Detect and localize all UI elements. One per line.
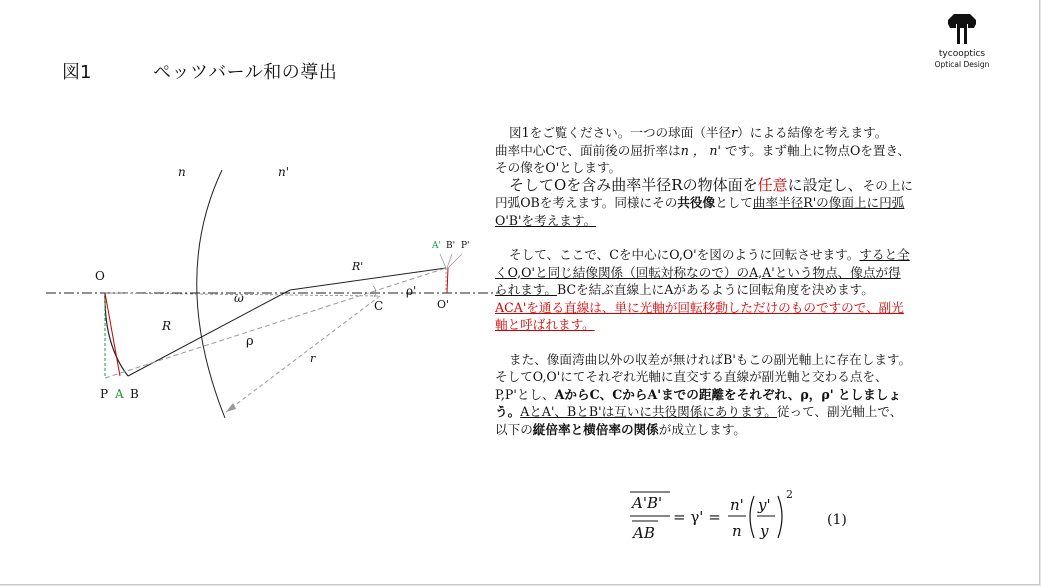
text-line: O'B'を考えます。	[495, 212, 597, 228]
radius-arrow-icon	[226, 403, 236, 412]
text-line: そしてO,O'にてそれぞれ光軸に直交する直線が副光軸と交わる点を、	[495, 369, 888, 384]
formula-lhs-den: AB	[633, 524, 655, 542]
text-line: 軸と呼ばれます。	[495, 317, 595, 332]
tycooptics-logo-icon	[946, 12, 978, 46]
label-o-prime: O'	[437, 298, 450, 311]
text-line: そして、ここで、Cを中心にO,O'を図のように回転させます。すると全	[509, 247, 910, 262]
line-r-prime	[290, 268, 446, 290]
text-line: P,P'とし、AからC、CからA'までの距離をそれぞれ、ρ，ρ' としましょ	[495, 386, 901, 402]
label-o: O	[95, 269, 105, 283]
formula-y-num: y'	[758, 496, 771, 514]
text-line: 以下の縦倍率と横倍率の関係が成立します。	[495, 421, 746, 437]
text-line: 曲率中心Cで、面前後の屈折率はn ， n' です。まず軸上に物点Oを置き、	[495, 142, 911, 158]
formula-y-den: y	[760, 522, 769, 540]
red-line-oa	[105, 293, 120, 376]
label-omega: ω	[234, 291, 244, 305]
refraction-diagram	[0, 150, 500, 440]
object-arc	[105, 293, 128, 376]
figure-label: 図1	[62, 62, 92, 83]
paren-right	[778, 496, 782, 538]
text-line: ACA'を通る直線は、単に光軸が回転移動しただけのものですので、副光	[495, 299, 904, 315]
label-c: C	[374, 299, 384, 313]
formula-exponent: 2	[786, 488, 793, 501]
page-title: ペッツバール和の導出	[153, 62, 338, 83]
formula-gamma: = γ' =	[673, 508, 721, 526]
formula-lhs-num: A'B'	[632, 494, 663, 512]
label-rho-prime: ρ'	[406, 284, 417, 298]
label-a-prime: A'	[432, 241, 441, 251]
formula-n-den: n	[732, 522, 742, 540]
text-line: 円弧OBを考えます。同様にその共役像として曲率半径R'の像面上に円弧	[495, 195, 905, 210]
label-r-small: r	[310, 352, 316, 365]
label-r-big: R	[162, 319, 172, 333]
paren-left	[750, 496, 754, 538]
label-b-prime: B'	[446, 241, 456, 251]
text-line: う。AとA'、BとB'は互いに共役関係にあります。従って、副光軸上で、	[495, 404, 903, 419]
company-logo	[928, 12, 996, 69]
formula-n-num: n'	[730, 496, 744, 514]
text-line: また、像面湾曲以外の収差が無ければB'もこの副光軸上に存在します。	[509, 351, 912, 367]
formula-number: (1)	[827, 512, 847, 528]
label-p-prime: P'	[461, 241, 470, 251]
label-b: B	[130, 387, 139, 401]
magnification-formula	[626, 488, 866, 548]
sub-optical-axis	[105, 268, 446, 378]
label-rho: ρ	[246, 334, 254, 349]
text-line: られます。BCを結ぶ直線上にAがあるように回転角度を決めます。	[495, 282, 874, 297]
label-n-prime: n'	[278, 165, 290, 179]
label-n: n	[178, 165, 186, 179]
tick-a-prime	[440, 254, 446, 268]
radius-r-line	[226, 296, 380, 412]
text-line: 図1をご覧ください。一つの球面（半径r）による結像を考えます。	[509, 125, 888, 140]
tick-b-prime	[447, 254, 452, 268]
text-line: くO,O'と同じ結像関係（回転対称なので）のA,A'という物点、像点が得	[495, 264, 901, 280]
logo-subtitle: Optical Design	[934, 60, 990, 69]
logo-name: tycooptics	[938, 49, 986, 59]
explanation-text	[495, 124, 1020, 438]
label-r-prime: R'	[352, 260, 364, 273]
tick-p-prime	[448, 254, 462, 268]
text-line: その像をO'とします。	[495, 160, 622, 175]
text-line: そしてOを含み曲率半径Rの物体面を任意に設定し、その上に	[509, 175, 913, 194]
label-p: P	[100, 387, 109, 401]
label-a: A	[115, 387, 124, 401]
red-line-o-prime	[447, 268, 448, 293]
